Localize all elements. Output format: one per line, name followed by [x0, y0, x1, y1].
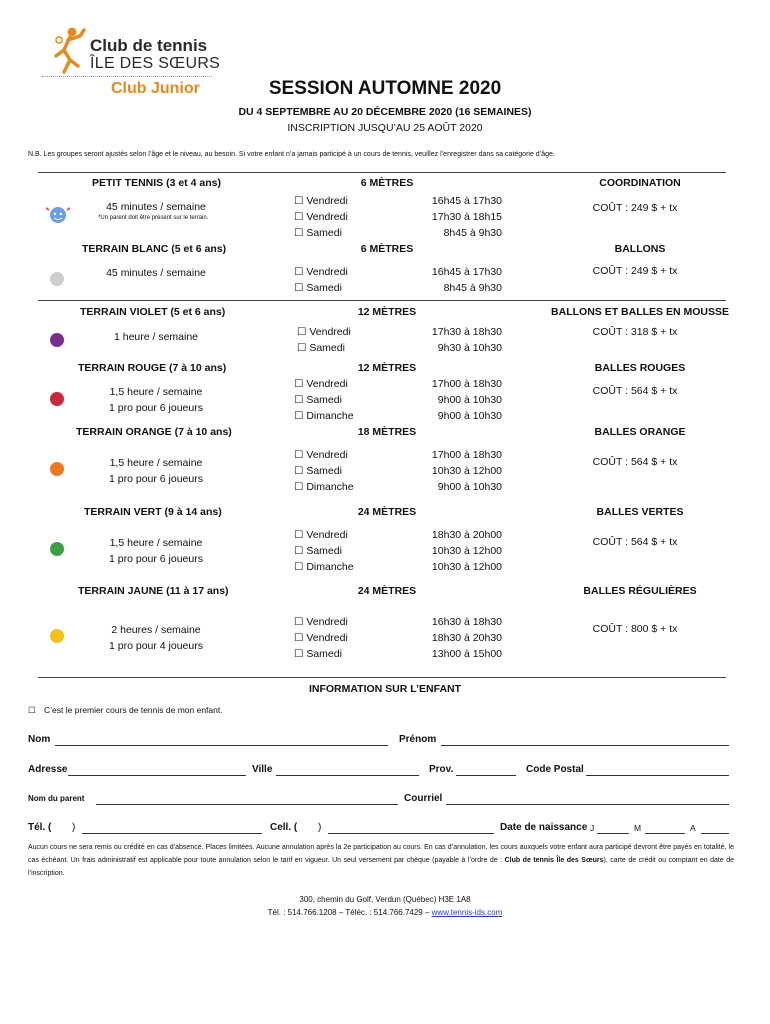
days-terrain-rouge: ☐ Vendredi ☐ Samedi ☐ Dimanche	[294, 378, 354, 422]
nom-label: Nom	[28, 734, 51, 745]
checkbox-icon[interactable]: ☐	[297, 342, 307, 354]
days-petit-tennis: ☐ Vendredi ☐ Vendredi ☐ Samedi	[294, 195, 348, 239]
prov-label: Prov.	[429, 764, 454, 775]
balls-terrain-blanc: BALLONS	[614, 243, 666, 255]
dob-label: Date de naissance	[500, 822, 588, 833]
times-petit-tennis: 16h45 à 17h30 17h30 à 18h15 8h45 à 9h30	[431, 195, 502, 239]
times-terrain-orange: 17h00 à 18h30 10h30 à 12h00 9h00 à 10h30	[431, 449, 502, 493]
checkbox-icon[interactable]: ☐	[294, 449, 304, 461]
divider	[38, 677, 726, 678]
checkbox-icon[interactable]: ☐	[294, 394, 304, 406]
footer-contact: Tél. : 514.766.1208 – Téléc. : 514.766.7429 – www.tennis-ids.com	[267, 908, 503, 917]
dob-j-label: J	[590, 823, 595, 833]
checkbox-icon[interactable]: ☐	[294, 561, 304, 573]
first-course-checkbox[interactable]: ☐	[28, 705, 36, 715]
days-terrain-jaune: ☐ Vendredi ☐ Vendredi ☐ Samedi	[294, 616, 348, 660]
cost-petit-tennis: COÛT : 249 $ + tx	[592, 202, 678, 214]
nom-field[interactable]	[55, 745, 388, 746]
coordination-label: COORDINATION	[599, 177, 681, 189]
checkbox-icon[interactable]: ☐	[294, 545, 304, 557]
checkbox-icon[interactable]: ☐	[294, 378, 304, 390]
adresse-label: Adresse	[28, 764, 68, 775]
balls-terrain-jaune: BALLES RÉGULIÈRES	[583, 585, 697, 597]
meters-terrain-vert: 24 MÈTRES	[357, 506, 417, 518]
checkbox-icon[interactable]: ☐	[294, 529, 304, 541]
info-title: INFORMATION SUR L’ENFANT	[308, 683, 462, 695]
category-terrain-vert: TERRAIN VERT (9 à 14 ans)	[84, 506, 222, 518]
days-terrain-blanc: ☐ Vendredi ☐ Samedi	[294, 266, 348, 294]
footer	[0, 893, 770, 919]
category-terrain-orange: TERRAIN ORANGE (7 à 10 ans)	[76, 426, 232, 438]
first-course-label: C’est le premier cours de tennis de mon enfant.	[44, 705, 223, 715]
meters-terrain-violet: 12 MÈTRES	[357, 306, 417, 318]
checkbox-icon[interactable]: ☐	[294, 648, 304, 660]
dob-month-field[interactable]	[645, 833, 685, 834]
days-terrain-violet: ☐ Vendredi ☐ Samedi	[297, 326, 351, 354]
cost-terrain-violet: COÛT : 318 $ + tx	[592, 326, 678, 338]
duration-petit-tennis: 45 minutes / semaine	[106, 201, 206, 213]
cell-paren-close: )	[318, 822, 322, 833]
cost-terrain-orange: COÛT : 564 $ + tx	[592, 456, 678, 468]
checkbox-icon[interactable]: ☐	[294, 227, 304, 239]
registration-deadline: INSCRIPTION JUSQU’AU 25 AOÛT 2020	[287, 122, 483, 134]
days-terrain-orange: ☐ Vendredi ☐ Samedi ☐ Dimanche	[294, 449, 354, 493]
duration-terrain-jaune: 2 heures / semaine 1 pro pour 4 joueurs	[109, 624, 203, 652]
days-terrain-vert: ☐ Vendredi ☐ Samedi ☐ Dimanche	[294, 529, 354, 573]
parent-label: Nom du parent	[28, 794, 85, 803]
checkbox-icon[interactable]: ☐	[294, 266, 304, 278]
checkbox-icon[interactable]: ☐	[297, 326, 307, 338]
website-link[interactable]: www.tennis-ids.com	[431, 908, 503, 917]
checkbox-icon[interactable]: ☐	[294, 632, 304, 644]
duration-terrain-violet: 1 heure / semaine	[113, 331, 199, 343]
balls-terrain-rouge: BALLES ROUGES	[594, 362, 686, 374]
adresse-field[interactable]	[68, 775, 246, 776]
tennis-player-logo-icon	[50, 26, 88, 74]
category-terrain-rouge: TERRAIN ROUGE (7 à 10 ans)	[78, 362, 227, 374]
code-postal-field[interactable]	[586, 775, 729, 776]
checkbox-icon[interactable]: ☐	[294, 282, 304, 294]
balls-terrain-orange: BALLES ORANGE	[594, 426, 686, 438]
duration-terrain-blanc: 45 minutes / semaine	[106, 267, 206, 279]
balls-terrain-violet: BALLONS ET BALLES EN MOUSSE	[551, 306, 729, 318]
footer-address: 300, chemin du Golf, Verdun (Québec) H3E 1A8	[299, 895, 471, 904]
meters-terrain-rouge: 12 MÈTRES	[357, 362, 417, 374]
dob-year-field[interactable]	[701, 833, 729, 834]
page-title: SESSION AUTOMNE 2020	[268, 78, 502, 99]
times-terrain-jaune: 16h30 à 18h30 18h30 à 20h30 13h00 à 15h00	[431, 616, 502, 660]
cell-field[interactable]	[328, 833, 494, 834]
ville-label: Ville	[252, 764, 273, 775]
dob-day-field[interactable]	[597, 833, 629, 834]
category-terrain-blanc: TERRAIN BLANC (5 et 6 ans)	[82, 243, 227, 255]
checkbox-icon[interactable]: ☐	[294, 410, 304, 422]
category-terrain-violet: TERRAIN VIOLET (5 et 6 ans)	[80, 306, 226, 318]
logo-club-junior: Club Junior	[111, 80, 200, 97]
prov-field[interactable]	[456, 775, 516, 776]
cost-terrain-rouge: COÛT : 564 $ + tx	[592, 385, 678, 397]
logo-divider	[42, 76, 212, 77]
meters-terrain-orange: 18 MÈTRES	[357, 426, 417, 438]
cell-label: Cell. (	[270, 822, 298, 833]
disclaimer: Aucun cours ne sera remis ou crédité en cas d’absence. Places limitées. Aucune annulation après la 2e participation au cours. En cas d’annulation, les cours auxquels votre enfant aura participé devront être payés en totalité, le cas échéant. Un frais administratif est applicable pour toute annulation selon le tarif en vigueur. Un seul versement par chèque (payable à l’ordre de : Club de tennis Île des Sœurs), carte de crédit ou comptant en date de l’inscription.	[28, 844, 735, 877]
times-terrain-rouge: 17h00 à 18h30 9h00 à 10h30 9h00 à 10h30	[431, 378, 502, 422]
courriel-label: Courriel	[404, 793, 443, 804]
category-petit-tennis: PETIT TENNIS (3 et 4 ans)	[92, 177, 221, 189]
code-postal-label: Code Postal	[526, 764, 584, 775]
checkbox-icon[interactable]: ☐	[294, 481, 304, 493]
times-terrain-vert: 18h30 à 20h00 10h30 à 12h00 10h30 à 12h00	[431, 529, 502, 573]
cost-terrain-vert: COÛT : 564 $ + tx	[592, 536, 678, 548]
session-dates: DU 4 SEPTEMBRE AU 20 DÉCEMBRE 2020 (16 SEMAINES)	[238, 106, 532, 118]
meters-terrain-blanc: 6 MÈTRES	[360, 243, 414, 255]
divider	[38, 300, 726, 301]
first-course-row	[28, 705, 223, 716]
times-terrain-violet: 17h30 à 18h30 9h30 à 10h30	[431, 326, 502, 354]
balls-terrain-vert: BALLES VERTES	[596, 506, 684, 518]
meters-terrain-jaune: 24 MÈTRES	[357, 585, 417, 597]
logo-island-name: ÎLE DES SŒURS	[90, 55, 221, 72]
checkbox-icon[interactable]: ☐	[294, 616, 304, 628]
checkbox-icon[interactable]: ☐	[294, 211, 304, 223]
nb-note: N.B. Les groupes seront ajustés selon l’âge et le niveau, au besoin. Si votre enfant n’a jamais participé à un cours de tennis, veuillez l’enregistrer dans sa catégorie d’âge.	[28, 151, 555, 158]
cost-terrain-blanc: COÛT : 249 $ + tx	[592, 265, 678, 277]
dob-a-label: A	[690, 823, 696, 833]
tel-paren-close: )	[72, 822, 76, 833]
logo-club-name: Club de tennis	[90, 36, 208, 55]
tel-field[interactable]	[82, 833, 262, 834]
meters-petit-tennis: 6 MÈTRES	[360, 177, 414, 189]
tel-label: Tél. (	[28, 822, 52, 833]
duration-terrain-orange: 1,5 heure / semaine 1 pro pour 6 joueurs	[109, 457, 203, 485]
category-terrain-jaune: TERRAIN JAUNE (11 à 17 ans)	[78, 585, 229, 597]
cost-terrain-jaune: COÛT : 800 $ + tx	[592, 623, 678, 635]
dob-m-label: M	[634, 823, 642, 833]
checkbox-icon[interactable]: ☐	[294, 465, 304, 477]
divider	[38, 172, 726, 173]
courriel-field[interactable]	[446, 804, 729, 805]
parent-note: *Un parent doit être présent sur le terrain.	[98, 215, 209, 221]
prenom-label: Prénom	[399, 734, 437, 745]
checkbox-icon[interactable]: ☐	[294, 195, 304, 207]
duration-terrain-vert: 1,5 heure / semaine 1 pro pour 6 joueurs	[109, 537, 203, 565]
duration-terrain-rouge: 1,5 heure / semaine 1 pro pour 6 joueurs	[109, 386, 203, 414]
prenom-field[interactable]	[441, 745, 729, 746]
ville-field[interactable]	[276, 775, 419, 776]
parent-field[interactable]	[96, 804, 398, 805]
times-terrain-blanc: 16h45 à 17h30 8h45 à 9h30	[431, 266, 502, 294]
